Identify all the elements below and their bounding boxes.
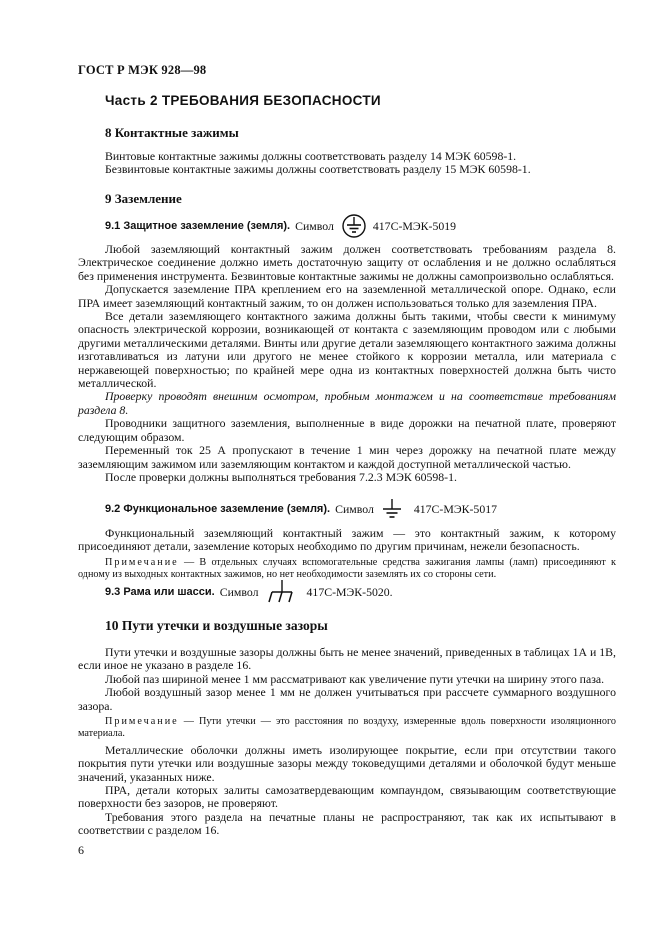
section-9-text: [78, 243, 616, 484]
paragraph: Переменный ток 25 А пропускают в течение 1 мин через дорожку на печатной плате между заземляющим зажимом или заземляющим контактом и каждой доступной металлической частью.: [78, 443, 616, 471]
paragraph: Все детали заземляющего контактного зажима должны быть такими, чтобы свести к минимуму опасность электрической коррозии, возникающей от контакта с заземляющим проводом или с любыми другими металлическими деталями. Винты или другие детали заземляющего контактного зажима должны изготавливаться из латуни или другого не менее стойкого к коррозии металла, или материала с нержавеющей поверхностью; по крайней мере одна из контактных поверхностей должна быть чисто металлической.: [78, 309, 616, 391]
protective-earth-icon: [341, 213, 367, 239]
paragraph: Любой паз шириной менее 1 мм рассматривают как увеличение пути утечки на ширину этого паза.: [105, 671, 605, 686]
part-title: Часть 2 ТРЕБОВАНИЯ БЕЗОПАСНОСТИ: [105, 93, 381, 108]
paragraph: Допускается заземление ПРА креплением его на заземленной металлической опоре. Однако, если ПРА имеет заземляющий контактный зажим, то он должен использоваться только для заземления ПРА.: [78, 282, 616, 310]
note-text: — Пути утечки — это расстояния по воздуху, измеренные вдоль поверхности изоляционного материала.: [78, 716, 616, 740]
paragraph: Функциональный заземляющий контактный зажим — это контактный зажим, к которому присоединяют детали, заземление которых необходимо по другим причинам, нежели безопасность.: [78, 526, 616, 554]
section-8-text: [78, 150, 616, 177]
functional-earth-icon: [380, 497, 404, 521]
subsection-9-1-label: 9.1 Защитное заземление (земля).: [105, 220, 291, 232]
section-9-title: 9 Заземление: [105, 191, 182, 206]
subsection-9-2: [105, 497, 497, 521]
subsection-9-3: [105, 578, 393, 606]
paragraph: Требования этого раздела на печатные планы не распространяют, так как их испытывают в соответствии с разделом 16.: [78, 809, 616, 838]
symbol-code: 417С-МЭК-5017: [413, 501, 498, 516]
paragraph-italic: Проверку проводят внешним осмотром, пробным монтажем и на соответствие требованиям раздела 8.: [78, 389, 616, 417]
page-number: 6: [78, 843, 84, 857]
paragraph: Проводники защитного заземления, выполненные в виде дорожки на печатной плате, проверяют следующим образом.: [78, 416, 616, 444]
section-10-text: [78, 646, 616, 838]
subsection-9-3-label: 9.3 Рама или шасси.: [105, 586, 215, 598]
symbol-word: Символ: [335, 501, 374, 516]
paragraph: Пути утечки и воздушные зазоры должны быть не менее значений, приведенных в таблицах 1А и 1В, если иное не указано в разделе 16.: [78, 645, 616, 673]
note-label: Примечание: [105, 716, 179, 728]
paragraph: После проверки должны выполняться требования 7.2.3 МЭК 60598-1.: [105, 469, 457, 484]
paragraph: ПРА, детали которых залиты самозатвердевающим компаундом, связывающим соответствующие поверхности без зазоров, не проверяют.: [78, 783, 616, 811]
subsection-9-2-text: [78, 527, 616, 582]
symbol-code: 417С-МЭК-5020.: [306, 584, 393, 599]
paragraph: Любой воздушный зазор менее 1 мм не должен учитываться при рассчете суммарного воздушного зазора.: [78, 685, 616, 713]
subsection-9-1: [105, 213, 456, 239]
section-8-line: Безвинтовые контактные зажимы должны соответствовать разделу 15 МЭК 60598-1.: [105, 162, 531, 177]
subsection-9-2-label: 9.2 Функциональное заземление (земля).: [105, 503, 331, 515]
symbol-code: 417С-МЭК-5019: [372, 218, 457, 233]
note-text: — В отдельных случаях вспомогательные средства зажигания лампы (ламп) присоединяют к одному из выходных контактных зажимов, но нет необходимости заземлять их со стороны сети.: [78, 556, 616, 581]
paragraph: Любой заземляющий контактный зажим должен соответствовать требованиям раздела 8. Электрическое соединение должно иметь достаточную защиту от ослабления и не должно ослабляться без применения инструмента. Безвинтовые контактные зажимы не должны самопроизвольно ослабляться.: [78, 242, 616, 283]
note-label: Примечание: [105, 556, 179, 568]
section-8-title: 8 Контактные зажимы: [105, 125, 239, 140]
note: [78, 716, 616, 741]
section-8-line: Винтовые контактные зажимы должны соответствовать разделу 14 МЭК 60598-1.: [105, 149, 517, 163]
document-code: ГОСТ Р МЭК 928—98: [78, 63, 207, 77]
section-10-title: 10 Пути утечки и воздушные зазоры: [105, 618, 328, 633]
paragraph: Металлические оболочки должны иметь изолирующее покрытие, если при отсутствии такого покрытия пути утечки или воздушные зазоры между токоведущими деталями и оболочкой будут меньше значений, указанных ниже.: [78, 742, 616, 784]
chassis-icon: [267, 578, 297, 606]
symbol-word: Символ: [295, 218, 334, 233]
symbol-word: Символ: [219, 584, 259, 599]
